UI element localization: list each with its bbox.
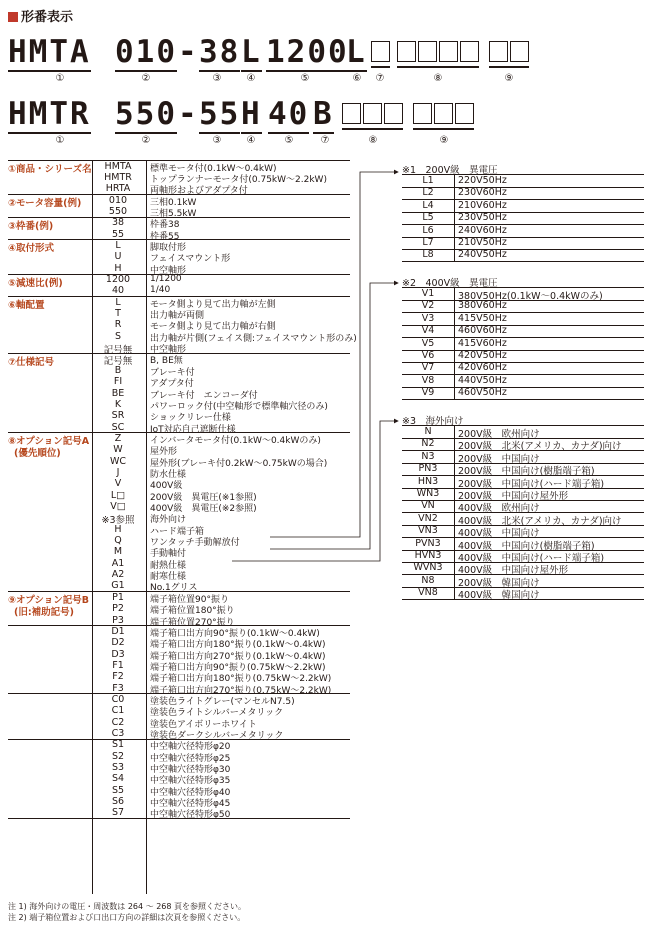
- variant-value: 400V級 北米(アメリカ、カナダ)向け: [458, 515, 622, 527]
- spec-description: 出力軸が片側(フェイス側:フェイスマウント形のみ): [150, 333, 357, 344]
- code2-prefix: HMTR: [8, 96, 91, 132]
- variant-code: V7: [421, 362, 435, 374]
- spec-code: HRTA: [105, 183, 131, 195]
- code2-circle-1: ①: [55, 135, 65, 146]
- variant-value: 210V60Hz: [458, 199, 507, 211]
- spec-code: D2: [111, 637, 125, 649]
- variant-value: 400V級 中国向け(ハード端子箱): [458, 553, 605, 564]
- category-label: ④取付形式: [8, 243, 55, 255]
- spec-code: P3: [112, 614, 124, 626]
- variant-code: V8: [421, 374, 435, 386]
- spec-code: 550: [108, 205, 128, 217]
- spec-description: 中空軸穴径特形φ35: [150, 776, 231, 787]
- spec-description: トップランナーモータ付(0.75kW〜2.2kW): [150, 174, 327, 185]
- arrow-overseas-to-note3: [232, 421, 398, 561]
- variant-value: 400V級 韓国向け: [458, 590, 540, 602]
- code2-circle-9: ⑨: [439, 135, 449, 146]
- spec-description: 端子箱位置90°振り: [150, 594, 229, 605]
- spec-description: 中空軸穴径特形φ20: [150, 742, 231, 753]
- spec-code: D3: [111, 648, 125, 660]
- category-label: ⑨オプション記号B: [8, 595, 89, 607]
- spec-code: SR: [111, 410, 125, 422]
- spec-code: C0: [111, 693, 125, 705]
- variant-code: L1: [422, 175, 434, 186]
- code1-prefix: HMTA: [8, 34, 91, 70]
- spec-code: ※3参照: [101, 515, 135, 527]
- spec-description: 400V級 異電圧(※2参照): [150, 504, 257, 514]
- spec-code: L: [115, 239, 121, 251]
- spec-description: 中空軸穴径特形φ40: [150, 787, 231, 798]
- spec-code: 1200: [105, 274, 131, 285]
- variant-value: 400V級 中国向け: [458, 528, 540, 540]
- variant-code: V9: [421, 387, 435, 399]
- spec-description: 三相5.5kW: [150, 208, 197, 219]
- variant-value: 440V50Hz: [458, 374, 507, 386]
- spec-description: IoT対応自己遮断仕様: [150, 424, 236, 435]
- code2-spec: B: [313, 96, 334, 132]
- code1-circle-1: ①: [55, 73, 65, 84]
- variant-code: V5: [421, 337, 435, 349]
- note-1: 注 1) 海外向けの電圧・周波数は 264 〜 268 頁を参照ください。: [8, 902, 247, 911]
- spec-code: SC: [111, 421, 125, 433]
- variant-value: 200V級 中国向け: [458, 453, 540, 465]
- variant-value: 420V50Hz: [458, 350, 507, 361]
- spec-description: ワンタッチ手動解放付: [150, 538, 240, 549]
- spec-description: 中空軸穴径特形φ50: [150, 810, 231, 821]
- spec-description: フェイスマウント形: [150, 254, 231, 265]
- variant-code: V1: [421, 288, 435, 299]
- variant-code: V2: [421, 300, 435, 312]
- variant-code: L8: [422, 249, 434, 261]
- spec-code: P1: [112, 591, 124, 603]
- variant-value: 200V級 中国向け屋外形: [458, 491, 569, 502]
- variant-code: N3: [421, 450, 435, 462]
- category-label: ⑤減速比(例): [8, 277, 63, 289]
- spec-code: 010: [108, 194, 128, 206]
- spec-description: モータ側より見て出力軸が左側: [150, 299, 276, 310]
- spec-code: F1: [112, 659, 124, 671]
- spec-description: 400V級: [150, 481, 183, 492]
- variant-code: VN2: [418, 512, 438, 524]
- spec-code: 38: [111, 217, 125, 229]
- variant-value: 380V60Hz: [458, 300, 507, 312]
- category-label: ①商品・シリーズ名: [8, 164, 92, 175]
- spec-description: 端子箱位置180°振り: [150, 606, 235, 617]
- variant-value: 460V50Hz: [458, 387, 507, 399]
- variant-value: 460V60Hz: [458, 325, 507, 337]
- variant-value: 230V60Hz: [458, 187, 507, 199]
- spec-description: No.1グリス: [150, 583, 198, 594]
- spec-code: L: [115, 296, 121, 308]
- variant-code: L4: [422, 199, 434, 211]
- category-label: ③枠番(例): [8, 220, 54, 232]
- code1-circle-5: ⑤: [300, 73, 310, 84]
- spec-code: HMTR: [104, 171, 132, 183]
- spec-description: 枠番38: [150, 220, 180, 231]
- spec-description: ブレーキ付: [150, 367, 195, 378]
- spec-code: D1: [111, 625, 125, 637]
- code2-dash: -: [178, 96, 199, 132]
- spec-code: 40: [111, 285, 125, 297]
- variant-value: 240V50Hz: [458, 249, 507, 261]
- code1-dash: -: [178, 34, 199, 70]
- spec-description: 屋外形(ブレーキ付0.2kW〜0.75kWの場合): [150, 458, 328, 469]
- variant-code: WVN3: [413, 562, 443, 574]
- spec-code: S: [114, 330, 122, 342]
- spec-description: 200V級 異電圧(※1参照): [150, 492, 257, 503]
- spec-description: 端子箱口出方向270°振り(0.1kW〜0.4kW): [150, 651, 326, 662]
- variant-code: N8: [421, 574, 435, 586]
- spec-code: 55: [111, 228, 125, 240]
- spec-code: S3: [111, 762, 125, 774]
- code1-circle-7: ⑦: [375, 73, 385, 84]
- spec-code: Q: [114, 535, 122, 547]
- variant-table-heading: ※1 200V級 異電圧: [402, 165, 498, 176]
- variant-value: 210V50Hz: [458, 237, 507, 248]
- variant-value: 200V級 欧州向け: [458, 429, 540, 440]
- spec-code: S4: [111, 773, 125, 785]
- code1-circle-3: ③: [212, 73, 222, 84]
- code2-capacity: 550: [115, 96, 177, 132]
- variant-code: HVN3: [414, 550, 442, 561]
- variant-table-heading: ※2 400V級 異電圧: [402, 278, 498, 289]
- code2-circle-4: ④: [246, 135, 256, 146]
- code1-capacity: 010: [115, 34, 177, 70]
- category-label: ⑥軸配置: [8, 300, 45, 312]
- spec-description: 中空軸穴径特形φ25: [150, 753, 231, 764]
- spec-description: 1/40: [150, 285, 171, 296]
- variant-code: V4: [421, 325, 435, 337]
- spec-code: S1: [111, 739, 125, 751]
- spec-code: V: [114, 478, 122, 490]
- spec-description: ショックリレー仕様: [150, 413, 231, 424]
- spec-description: 屋外形: [150, 447, 178, 458]
- variant-value: 420V60Hz: [458, 362, 507, 374]
- code1-circle-2: ②: [141, 73, 151, 84]
- spec-code: M: [113, 546, 123, 558]
- spec-description: インバータモータ付(0.1kW〜0.4kWのみ): [150, 435, 321, 446]
- spec-code: C2: [111, 716, 125, 728]
- spec-code: P2: [112, 603, 124, 615]
- variant-value: 415V50Hz: [458, 312, 507, 324]
- variant-code: VN: [421, 500, 435, 512]
- spec-code: J: [116, 466, 120, 478]
- variant-value: 200V級 中国向け(ハード端子箱): [458, 478, 605, 490]
- spec-description: 塗装色ライトグレー(マンセルN7.5): [150, 696, 295, 707]
- spec-description: 塗装色ライトシルバーメタリック: [150, 708, 284, 719]
- arrow-l-to-note1: [270, 172, 398, 537]
- spec-code: Z: [114, 432, 122, 444]
- variant-value: 230V50Hz: [458, 212, 507, 224]
- spec-description: 塗装色アイボリーホワイト: [150, 719, 257, 730]
- spec-description: 端子箱口出方向180°振り(0.75kW〜2.2kW): [150, 674, 332, 685]
- code2-circle-2: ②: [141, 135, 151, 146]
- spec-description: 出力軸が両側: [150, 311, 205, 322]
- spec-code: B: [114, 364, 122, 376]
- spec-description: 中空軸形: [150, 265, 187, 276]
- spec-description: 海外向け: [150, 515, 187, 526]
- code1-frame: 38: [199, 34, 241, 70]
- variant-code: PN3: [418, 463, 438, 475]
- spec-code: V□: [110, 501, 126, 512]
- variant-code: VN3: [418, 525, 438, 537]
- code1-circle-9: ⑨: [504, 73, 514, 84]
- page-title: 形番表示: [8, 6, 73, 25]
- spec-code: A1: [111, 557, 125, 569]
- spec-code: S2: [111, 750, 125, 762]
- code1-circle-4: ④: [246, 73, 256, 84]
- variant-code: L2: [422, 187, 434, 199]
- category-label: ②モータ容量(例): [8, 198, 82, 210]
- spec-code: BE: [111, 387, 125, 399]
- spec-code: S5: [111, 784, 125, 796]
- spec-description: 端子箱口出方向90°振り(0.75kW〜2.2kW): [150, 662, 326, 673]
- spec-code: F3: [112, 682, 124, 694]
- code2-circle-3: ③: [212, 135, 222, 146]
- spec-code: R: [114, 319, 122, 331]
- spec-code: A2: [111, 569, 125, 581]
- variant-code: L7: [422, 237, 434, 248]
- spec-code: WC: [109, 455, 127, 467]
- spec-description: 両軸形およびアダプタ付: [150, 186, 248, 197]
- spec-code: U: [114, 251, 122, 263]
- code1-circle-8: ⑧: [433, 73, 443, 84]
- variant-value: 200V級 中国向け(樹脂端子箱): [458, 466, 595, 478]
- code1-shaft: L: [346, 34, 367, 70]
- spec-code: S6: [111, 796, 125, 808]
- spec-code: C1: [111, 705, 125, 717]
- spec-description: 耐熱仕様: [150, 560, 187, 571]
- spec-description: 端子箱口出方向90°振り(0.1kW〜0.4kW): [150, 628, 320, 639]
- category-label: ⑦仕様記号: [8, 356, 55, 368]
- variant-value: 415V60Hz: [458, 337, 507, 349]
- spec-description: 脚取付形: [150, 242, 187, 253]
- spec-code: F2: [112, 671, 124, 683]
- spec-description: 端子箱口出方向180°振り(0.1kW〜0.4kW): [150, 640, 326, 651]
- variant-table-heading: ※3 海外向け: [402, 416, 464, 427]
- spec-code: C3: [111, 728, 125, 739]
- spec-description: 中空軸穴径特形φ45: [150, 799, 231, 810]
- category-sublabel: (旧:補助記号): [14, 606, 74, 618]
- category-sublabel: (優先順位): [14, 447, 61, 459]
- code2-ratio: 40: [268, 96, 310, 132]
- variant-code: VN8: [418, 587, 438, 599]
- code2-circle-5: ⑤: [284, 135, 294, 146]
- category-label: ⑧オプション記号A: [8, 436, 90, 448]
- spec-description: アダプタ付: [150, 379, 194, 390]
- code2-mount: H: [241, 96, 262, 132]
- variant-value: 400V級 欧州向け: [458, 503, 540, 515]
- spec-description: 1/1200: [150, 274, 182, 284]
- arrow-v-to-note2: [270, 283, 398, 549]
- spec-description: 塗装色ダークシルバーメタリック: [150, 731, 284, 741]
- code1-ratio: 1200: [266, 34, 349, 70]
- variant-value: 240V60Hz: [458, 224, 507, 236]
- spec-description: 防水仕様: [150, 469, 187, 480]
- variant-value: 200V級 韓国向け: [458, 577, 540, 589]
- spec-code: T: [115, 308, 121, 320]
- variant-value: 200V級 北米(アメリカ、カナダ)向け: [458, 441, 622, 453]
- code1-mount: L: [241, 34, 262, 70]
- code2-circle-8: ⑧: [368, 135, 378, 146]
- variant-value: 380V50Hz(0.1kW〜0.4kWのみ): [458, 291, 603, 302]
- spec-code: 記号無: [103, 356, 133, 368]
- spec-description: 耐寒仕様: [150, 572, 187, 583]
- spec-description: ブレーキ付 エンコーダ付: [150, 390, 258, 401]
- spec-code: W: [113, 444, 123, 456]
- spec-code: H: [114, 262, 122, 274]
- spec-code: HMTA: [104, 160, 132, 172]
- spec-description: B, BE無: [150, 356, 183, 367]
- variant-code: HN3: [417, 475, 439, 487]
- spec-description: 三相0.1kW: [150, 197, 197, 208]
- variant-value: 400V級 中国向け屋外形: [458, 565, 569, 577]
- spec-description: 手動軸付: [150, 549, 187, 560]
- spec-description: 中空軸形: [150, 345, 187, 356]
- code2-circle-7: ⑦: [320, 135, 330, 146]
- spec-description: 中空軸穴径特形φ30: [150, 765, 231, 776]
- spec-description: 端子箱位置270°振り: [150, 617, 235, 628]
- variant-value: 400V級 中国向け(樹脂端子箱): [458, 540, 595, 552]
- spec-description: モータ側より見て出力軸が右側: [150, 322, 276, 333]
- code2-frame: 55: [199, 96, 241, 132]
- variant-code: PVN3: [415, 537, 441, 549]
- spec-description: パワーロック付(中空軸形で標準軸穴径のみ): [150, 401, 328, 412]
- spec-code: L□: [110, 489, 126, 501]
- spec-description: 標準モータ付(0.1kW〜0.4kW): [150, 163, 277, 174]
- note-2: 注 2) 端子箱位置および口出口方向の詳細は次頁を参照ください。: [8, 913, 246, 922]
- spec-code: 記号無: [103, 345, 133, 357]
- spec-description: 端子箱口出方向270°振り(0.75kW〜2.2kW): [150, 685, 332, 696]
- spec-code: H: [114, 523, 122, 535]
- variant-value: 220V50Hz: [458, 175, 507, 186]
- variant-code: N: [424, 426, 432, 437]
- spec-code: FI: [113, 376, 123, 388]
- variant-code: V3: [421, 312, 435, 324]
- variant-code: N2: [421, 438, 435, 450]
- spec-description: 枠番55: [150, 231, 180, 242]
- variant-code: V6: [421, 350, 435, 361]
- variant-code: WN3: [416, 488, 440, 499]
- spec-code: G1: [111, 580, 125, 592]
- variant-code: L6: [422, 224, 434, 236]
- code1-circle-6: ⑥: [352, 73, 362, 84]
- spec-description: ハード端子箱: [150, 526, 205, 537]
- spec-code: S7: [111, 807, 125, 819]
- variant-code: L5: [422, 212, 434, 224]
- spec-code: K: [114, 398, 122, 410]
